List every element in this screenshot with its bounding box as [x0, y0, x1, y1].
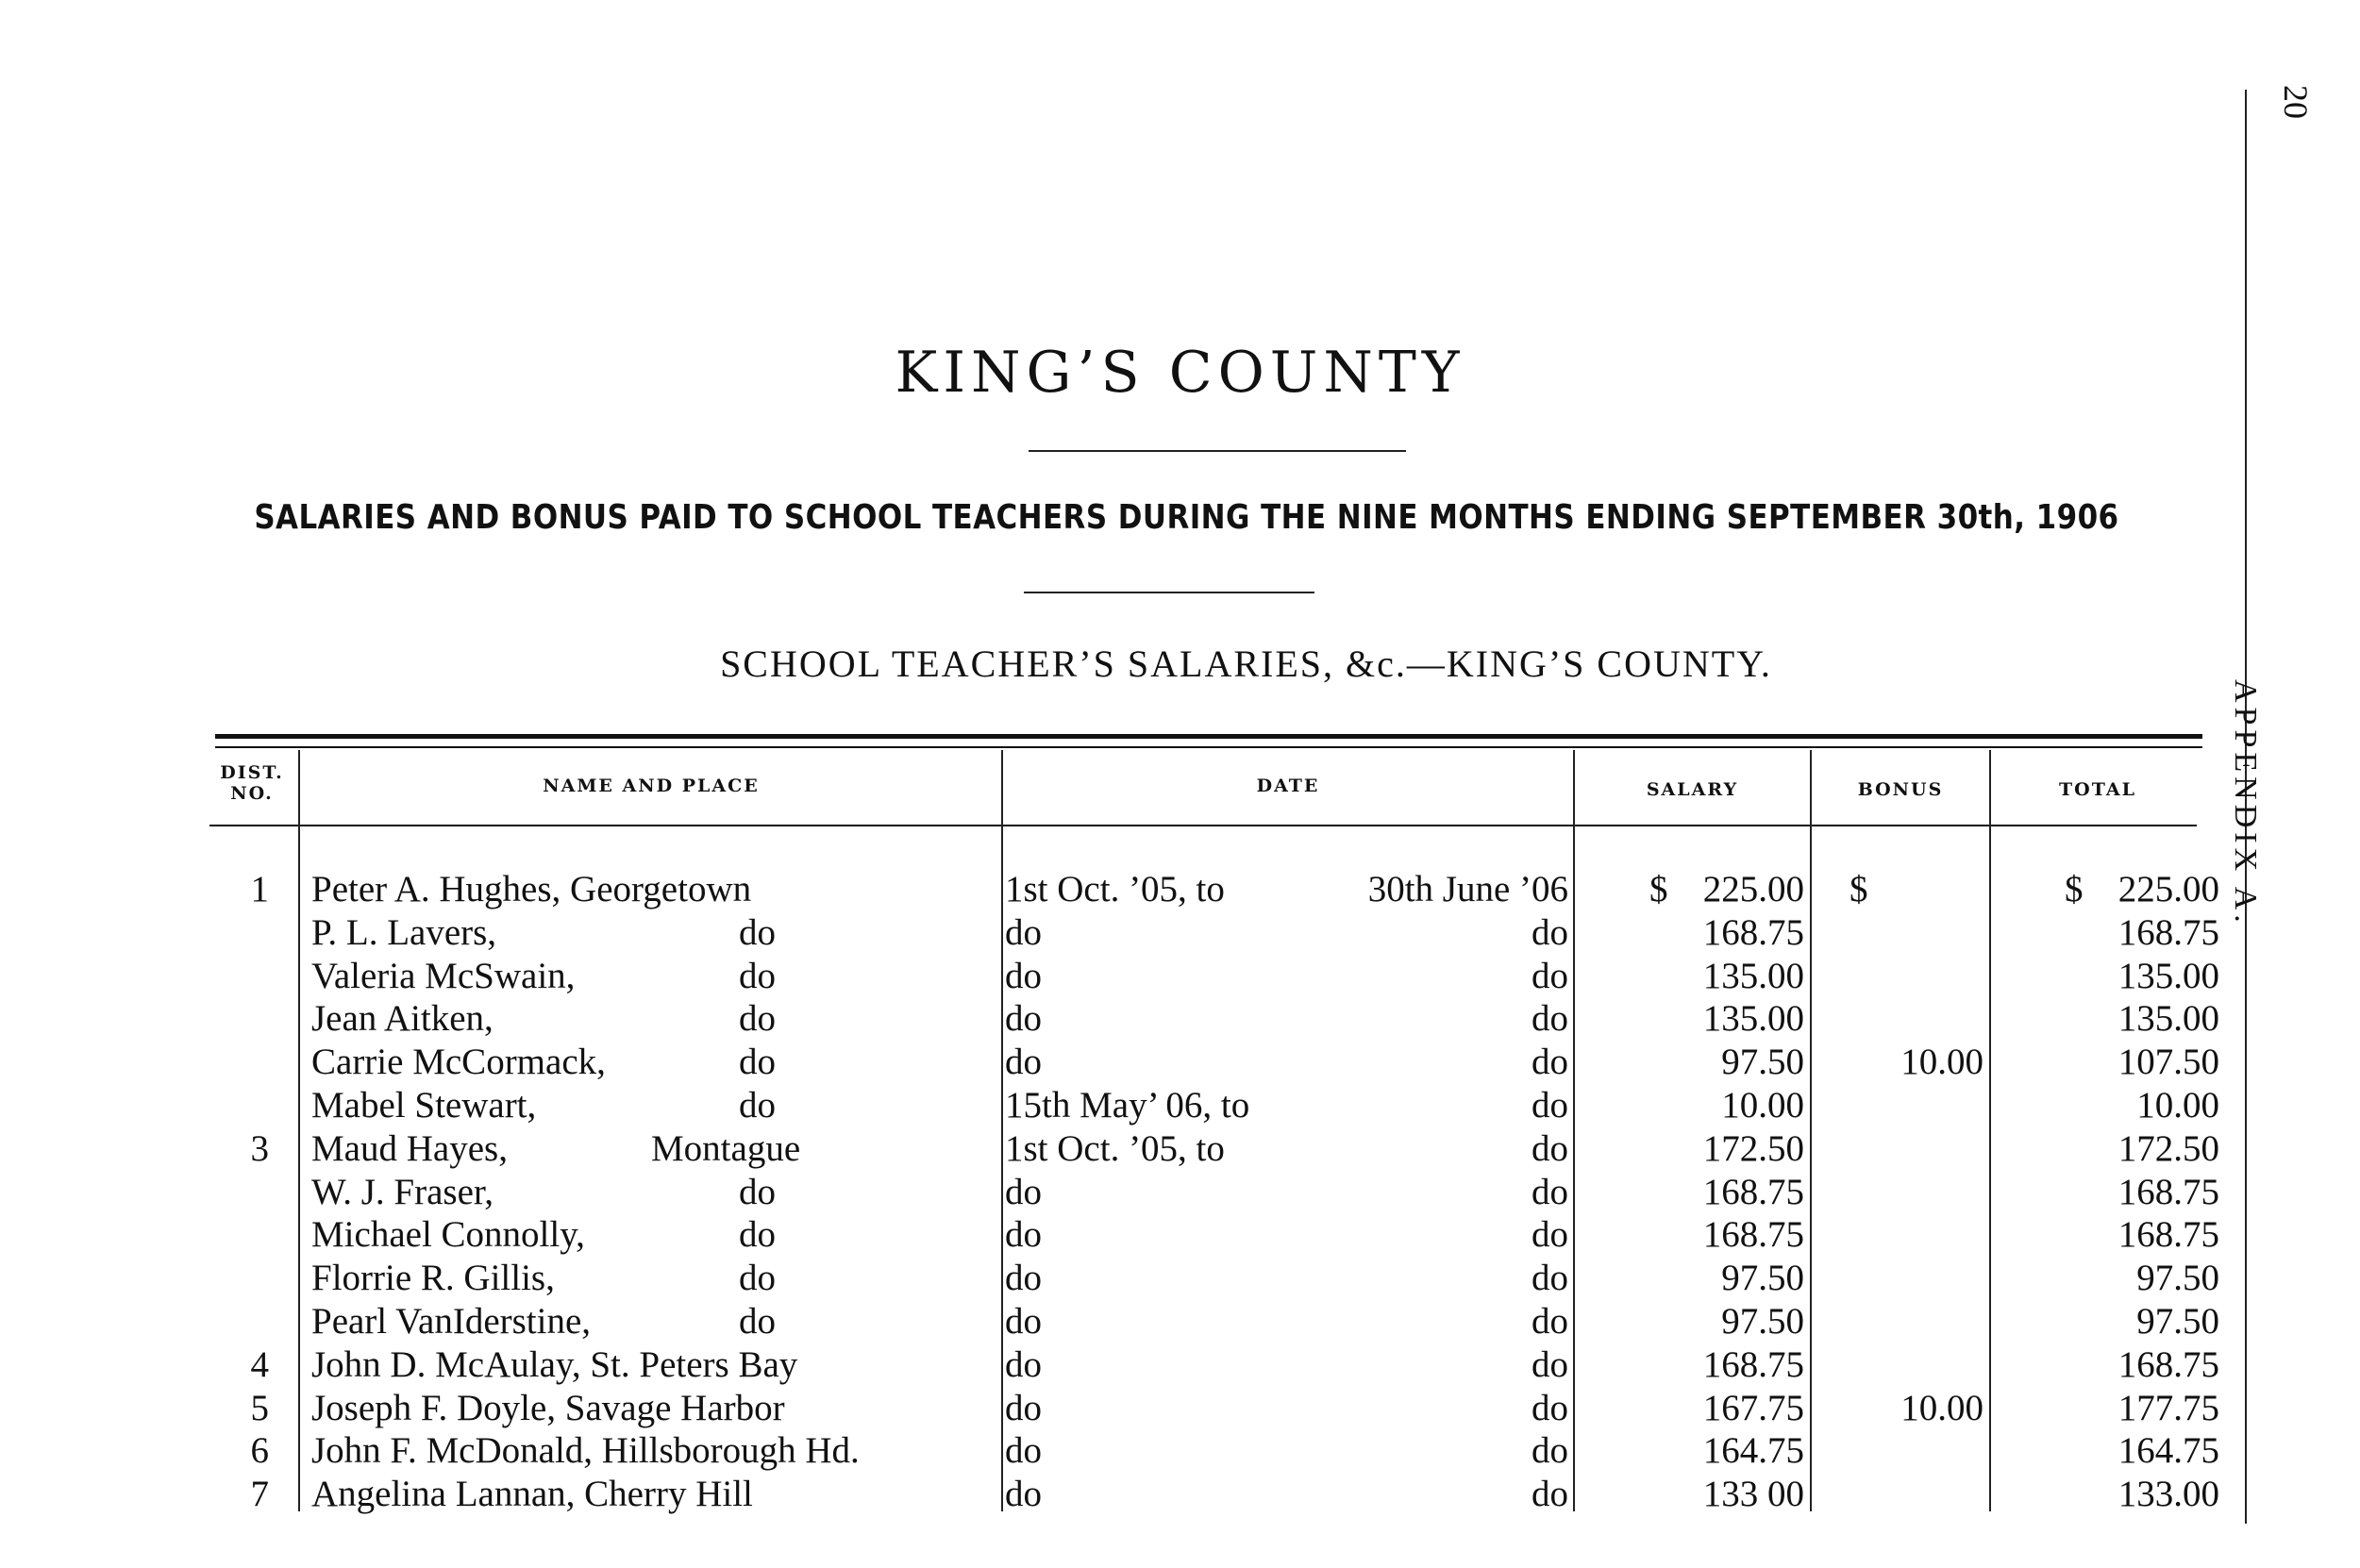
- cell-name: Peter A. Hughes, Georgetown: [311, 869, 752, 909]
- cell-salary: 97.50: [1721, 1300, 1804, 1342]
- cell-salary: 168.75: [1702, 911, 1804, 953]
- page-title: KING’S COUNTY: [895, 340, 1465, 406]
- subtitle-underline: [1024, 592, 1314, 593]
- table-row: [0, 1257, 2360, 1300]
- cell-total: 107.50: [2117, 1042, 2219, 1083]
- header-date: DATE: [1256, 776, 1320, 796]
- cell-total: 168.75: [2117, 1171, 2219, 1212]
- cell-total: 225.00: [2117, 869, 2219, 909]
- cell-date-to: do: [1531, 1214, 1568, 1256]
- cell-salary: 135.00: [1702, 998, 1804, 1040]
- cell-date-to: do: [1531, 1430, 1568, 1472]
- cell-date-from: 1st Oct. ’05, to: [1005, 1127, 1225, 1169]
- header-salary: SALARY: [1646, 779, 1739, 800]
- cell-name: Joseph F. Doyle, Savage Harbor: [311, 1387, 785, 1428]
- bonus-currency-sign: $: [1850, 869, 1868, 909]
- cell-date-to: do: [1531, 911, 1568, 953]
- salary-currency-sign: $: [1649, 869, 1668, 909]
- cell-salary: 167.75: [1702, 1387, 1804, 1428]
- cell-date-from: do: [1005, 998, 1042, 1040]
- cell-date-from: do: [1005, 1171, 1042, 1212]
- table-row: [0, 1171, 2360, 1214]
- cell-date-to: do: [1531, 1084, 1568, 1126]
- cell-place: do: [739, 1214, 776, 1256]
- table-row: [0, 868, 2360, 911]
- cell-salary: 133 00: [1702, 1474, 1804, 1515]
- cell-total: 97.50: [2136, 1300, 2219, 1342]
- cell-bonus: 10.00: [1900, 1042, 1983, 1083]
- table-row: [0, 1041, 2360, 1084]
- cell-place: do: [739, 955, 776, 996]
- table-header-rule: [209, 825, 2197, 826]
- cell-salary: 168.75: [1702, 1171, 1804, 1212]
- cell-dist: 4: [250, 1343, 269, 1385]
- appendix-label: APPENDIX A.: [2228, 679, 2263, 927]
- cell-place: do: [739, 1300, 776, 1342]
- cell-date-to: do: [1531, 998, 1568, 1040]
- cell-name: W. J. Fraser,: [311, 1171, 494, 1212]
- cell-place: do: [739, 1084, 776, 1126]
- cell-date-to: do: [1531, 1474, 1568, 1515]
- table-body: [0, 868, 2360, 1516]
- cell-name: Valeria McSwain,: [311, 955, 576, 996]
- cell-name: Maud Hayes,: [311, 1127, 508, 1169]
- cell-name: P. L. Lavers,: [311, 911, 497, 953]
- table-top-rule: [215, 734, 2202, 739]
- cell-salary: 97.50: [1721, 1258, 1804, 1299]
- table-row: [0, 1429, 2360, 1473]
- cell-salary: 164.75: [1702, 1430, 1804, 1472]
- cell-date-to: do: [1531, 1127, 1568, 1169]
- cell-date-from: do: [1005, 911, 1042, 953]
- header-dist-line1: DIST.: [220, 762, 284, 783]
- table-row: [0, 911, 2360, 955]
- cell-salary: 172.50: [1702, 1127, 1804, 1169]
- cell-name: John D. McAulay, St. Peters Bay: [311, 1343, 798, 1385]
- cell-date-to: do: [1531, 1258, 1568, 1299]
- cell-date-from: do: [1005, 1474, 1042, 1515]
- table-row: [0, 1473, 2360, 1516]
- cell-date-from: 15th May’ 06, to: [1005, 1084, 1250, 1126]
- header-name-place: NAME AND PLACE: [543, 776, 760, 796]
- cell-name: John F. McDonald, Hillsborough Hd.: [311, 1430, 860, 1472]
- cell-name: Florrie R. Gillis,: [311, 1258, 555, 1299]
- cell-total: 135.00: [2117, 955, 2219, 996]
- cell-name: Pearl VanIderstine,: [311, 1300, 592, 1342]
- table-row: [0, 1213, 2360, 1257]
- cell-name: Carrie McCormack,: [311, 1042, 606, 1083]
- table-top-thin-rule: [215, 746, 2202, 748]
- page-subtitle: SALARIES AND BONUS PAID TO SCHOOL TEACHERS DURING THE NINE MONTHS ENDING SEPTEMBER 30th, 1906: [254, 498, 2119, 537]
- cell-total: 135.00: [2117, 998, 2219, 1040]
- header-dist-line2: NO.: [230, 783, 274, 804]
- table-row: [0, 1300, 2360, 1343]
- cell-place: do: [739, 911, 776, 953]
- cell-salary: 135.00: [1702, 955, 1804, 996]
- cell-total: 10.00: [2136, 1084, 2219, 1126]
- cell-date-to: do: [1531, 1042, 1568, 1083]
- table-row: [0, 1387, 2360, 1430]
- cell-bonus: 10.00: [1900, 1387, 1983, 1428]
- cell-date-from: do: [1005, 955, 1042, 996]
- cell-date-to: do: [1531, 1300, 1568, 1342]
- table-row: [0, 997, 2360, 1041]
- cell-date-to: do: [1531, 955, 1568, 996]
- cell-date-to: do: [1531, 1387, 1568, 1428]
- cell-date-from: do: [1005, 1387, 1042, 1428]
- cell-date-to: do: [1531, 1171, 1568, 1212]
- page-number: 20: [2277, 85, 2315, 119]
- cell-dist: 3: [250, 1127, 269, 1169]
- cell-date-from: do: [1005, 1214, 1042, 1256]
- cell-place: do: [739, 1171, 776, 1212]
- cell-salary: 168.75: [1702, 1214, 1804, 1256]
- cell-total: 168.75: [2117, 1343, 2219, 1385]
- table-row: [0, 1343, 2360, 1387]
- header-bonus: BONUS: [1857, 779, 1944, 800]
- cell-dist: 6: [250, 1430, 269, 1472]
- cell-total: 168.75: [2117, 1214, 2219, 1256]
- cell-name: Michael Connolly,: [311, 1214, 585, 1256]
- table-row: [0, 1127, 2360, 1171]
- cell-date-from: do: [1005, 1258, 1042, 1299]
- cell-salary: 10.00: [1721, 1084, 1804, 1126]
- cell-total: 164.75: [2117, 1430, 2219, 1472]
- header-dist-no: [209, 762, 294, 804]
- section-title: SCHOOL TEACHER’S SALARIES, &c.—KING’S COUNTY.: [720, 642, 1772, 685]
- cell-date-from: do: [1005, 1343, 1042, 1385]
- cell-total: 133.00: [2117, 1474, 2219, 1515]
- cell-date-to: 30th June ’06: [1367, 869, 1568, 909]
- cell-salary: 225.00: [1702, 869, 1804, 909]
- cell-date-from: 1st Oct. ’05, to: [1005, 869, 1225, 909]
- cell-place: do: [739, 1258, 776, 1299]
- cell-date-to: do: [1531, 1343, 1568, 1385]
- cell-name: Mabel Stewart,: [311, 1084, 537, 1126]
- cell-place: do: [739, 1042, 776, 1083]
- total-currency-sign: $: [2065, 869, 2084, 909]
- table-row: [0, 1084, 2360, 1127]
- cell-date-from: do: [1005, 1042, 1042, 1083]
- cell-total: 97.50: [2136, 1258, 2219, 1299]
- cell-date-from: do: [1005, 1300, 1042, 1342]
- table-row: [0, 955, 2360, 998]
- cell-total: 177.75: [2117, 1387, 2219, 1428]
- cell-name: Angelina Lannan, Cherry Hill: [311, 1474, 753, 1515]
- cell-total: 172.50: [2117, 1127, 2219, 1169]
- cell-total: 168.75: [2117, 911, 2219, 953]
- cell-name: Jean Aitken,: [311, 998, 494, 1040]
- cell-dist: 1: [250, 869, 269, 909]
- header-total: TOTAL: [2059, 779, 2136, 800]
- cell-place: Montague: [651, 1127, 801, 1169]
- title-underline: [1029, 450, 1406, 452]
- cell-salary: 168.75: [1702, 1343, 1804, 1385]
- cell-dist: 5: [250, 1387, 269, 1428]
- cell-date-from: do: [1005, 1430, 1042, 1472]
- cell-dist: 7: [250, 1474, 269, 1515]
- cell-salary: 97.50: [1721, 1042, 1804, 1083]
- cell-place: do: [739, 998, 776, 1040]
